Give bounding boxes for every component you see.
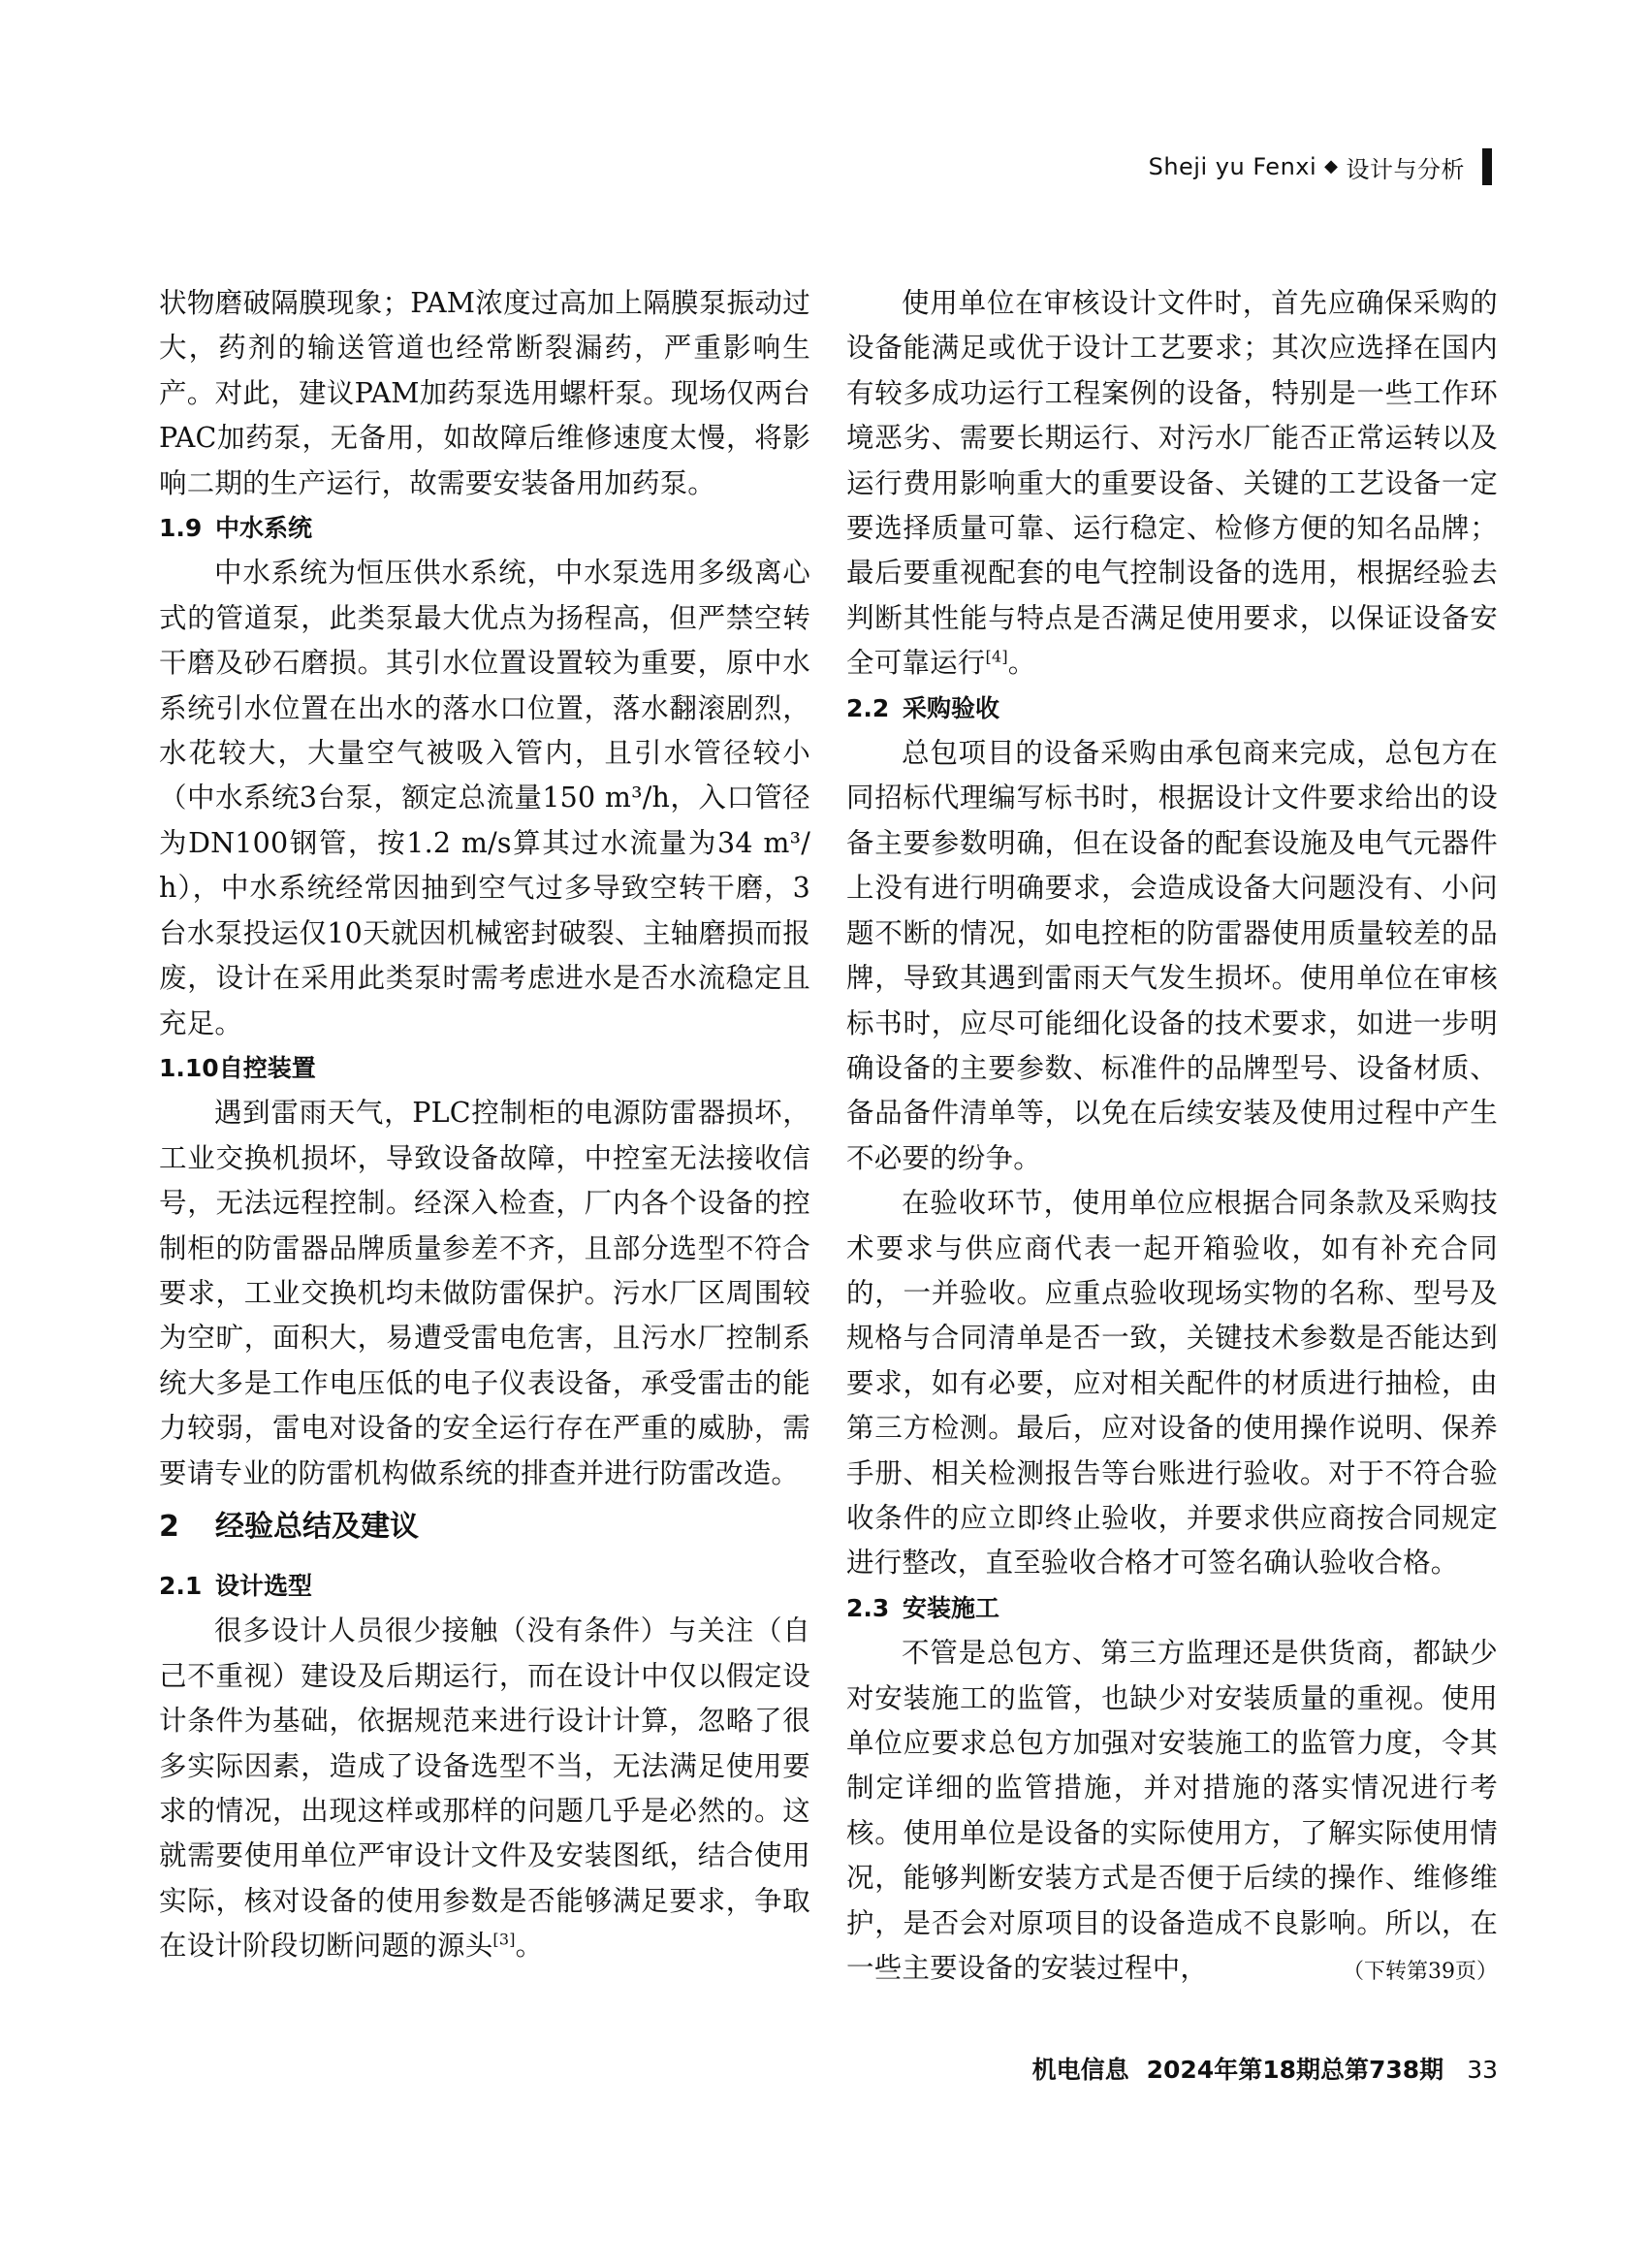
header-section: 设计与分析 [1346,155,1465,183]
header-bar [1482,148,1492,185]
citation: [3] [492,1930,516,1949]
issue-info: 2024年第18期总第738期 [1146,2056,1444,2084]
paragraph [846,281,1498,687]
journal-name: 机电信息 [1031,2056,1129,2084]
paragraph: 状物磨破隔膜现象；PAM浓度过高加上隔膜泵振动过大，药剂的输送管道也经常断裂漏药，严重影响生产。对此，建议PAM加药泵选用螺杆泵。现场仅两台PAC加药泵，无备用，如故障后维修速度太慢，将影响二期的生产运行，故需要安装备用加药泵。 [159,287,810,499]
paragraph: 遇到雷雨天气，PLC控制柜的电源防雷器损坏，工业交换机损坏，导致设备故障，中控室无法接收信号，无法远程控制。经深入检查，厂内各个设备的控制柜的防雷器品牌质量参差不齐，且部分选型不符合要求，工业交换机均未做防雷保护。污水厂区周围较为空旷，面积大，易遭受雷电危害，且污水厂控制系统大多是工作电压低的电子仪表设备，承受雷击的能力较弱，雷电对设备的安全运行存在严重的威胁，需要请专业的防雷机构做系统的排查并进行防雷改造。 [159,1097,810,1489]
section-heading-1-10 [159,1046,810,1091]
left-column [159,281,810,1969]
paragraph: 总包项目的设备采购由承包商来完成，总包方在同招标代理编写标书时，根据设计文件要求给出的设备主要参数明确，但在设备的配套设施及电气元器件上没有进行明确要求，会造成设备大问题没有、小问题不断的情况，如电控柜的防雷器使用质量较差的品牌，导致其遇到雷雨天气发生损坏。使用单位在审核标书时，应尽可能细化设备的技术要求，如进一步明确设备的主要参数、标准件的品牌型号、设备材质、备品备件清单等，以免在后续安装及使用过程中产生不必要的纷争。 [846,737,1498,1174]
right-column [846,281,1498,1995]
paragraph: 中水系统为恒压供水系统，中水泵选用多级离心式的管道泵，此类泵最大优点为扬程高，但严禁空转干磨及砂石磨损。其引水位置设置较为重要，原中水系统引水位置在出水的落水口位置，落水翻滚剧烈，水花较大，大量空气被吸入管内，且引水管径较小（中水系统3台泵，额定总流量150 m³/h，入口管径为DN100钢管，按1.2 m/s算其过水流量为34 m³/h），中水系统经常因抽到空气过多导致空转干磨，3台水泵投运仅10天就因机械密封破裂、主轴磨损而报废，设计在采用此类泵时需考虑进水是否水流稳定且充足。 [159,557,810,1039]
section-number: 2.2 [846,693,890,722]
section-heading-2 [159,1504,810,1550]
section-heading-2-1 [159,1564,810,1609]
paragraph [846,1631,1498,1991]
paragraph: 在验收环节，使用单位应根据合同条款及采购技术要求与供应商代表一起开箱验收，如有补充合同的，一并验收。应重点验收现场实物的名称、型号及规格与合同清单是否一致，关键技术参数是否能达到要求，如有必要，应对相关配件的材质进行抽检，由第三方检测。最后，应对设备的使用操作说明、保养手册、相关检测报告等台账进行验收。对于不符合验收条件的应立即终止验收，并要求供应商按合同规定进行整改，直至验收合格才可签名确认验收合格。 [846,1187,1498,1580]
section-title: 安装施工 [903,1593,1000,1622]
page-footer [1032,2051,1498,2086]
paragraph-end: 。 [515,1930,544,1963]
section-title: 采购验收 [903,693,1000,722]
section-number: 2.1 [159,1571,203,1600]
section-number: 1.10 [159,1053,219,1082]
section-number: 1.9 [159,514,203,543]
header-pinyin: Sheji yu Fenxi [1148,153,1317,180]
section-title: 中水系统 [215,514,313,543]
citation: [4] [985,647,1008,666]
section-title: 设计选型 [215,1571,313,1600]
section-heading-2-3 [846,1586,1498,1631]
section-title: 经验总结及建议 [215,1509,419,1544]
section-heading-1-9 [159,506,810,551]
section-number: 2 [159,1509,179,1544]
section-title: 自控装置 [218,1053,316,1082]
running-header [1149,147,1492,186]
page-number: 33 [1467,2056,1498,2084]
paragraph-text: 使用单位在审核设计文件时，首先应确保采购的设备能满足或优于设计工艺要求；其次应选择在国内有较多成功运行工程案例的设备，特别是一些工作环境恶劣、需要长期运行、对污水厂能否正常运转以及运行费用影响重大的重要设备、关键的工艺设备一定要选择质量可靠、运行稳定、检修方便的知名品牌；最后要重视配套的电气控制设备的选用，根据经验去判断其性能与特点是否满足使用要求，以保证设备安全可靠运行 [846,287,1498,680]
continuation-note: （下转第39页） [1343,1960,1498,1985]
paragraph-text: 很多设计人员很少接触（没有条件）与关注（自己不重视）建设及后期运行，而在设计中仅以假定设计条件为基础，依据规范来进行设计计算，忽略了很多实际因素，造成了设备选型不当，无法满足使用要求的情况，出现这样或那样的问题几乎是必然的。这就需要使用单位严审设计文件及安装图纸，结合使用实际，核对设备的使用参数是否能够满足要求，争取在设计阶段切断问题的源头 [159,1614,810,1963]
diamond-icon: ◆ [1324,156,1339,176]
section-heading-2-2 [846,687,1498,731]
paragraph-text: 不管是总包方、第三方监理还是供货商，都缺少对安装施工的监管，也缺少对安装质量的重视。使用单位应要求总包方加强对安装施工的监管力度，令其制定详细的监管措施，并对措施的落实情况进行考核。使用单位是设备的实际使用方，了解实际使用情况，能够判断安装方式是否便于后续的操作、维修维护，是否会对原项目的设备造成不良影响。所以，在一些主要设备的安装过程中， [846,1637,1498,1985]
paragraph [159,1609,810,1968]
paragraph-end: 。 [1007,647,1036,680]
section-number: 2.3 [846,1593,890,1622]
